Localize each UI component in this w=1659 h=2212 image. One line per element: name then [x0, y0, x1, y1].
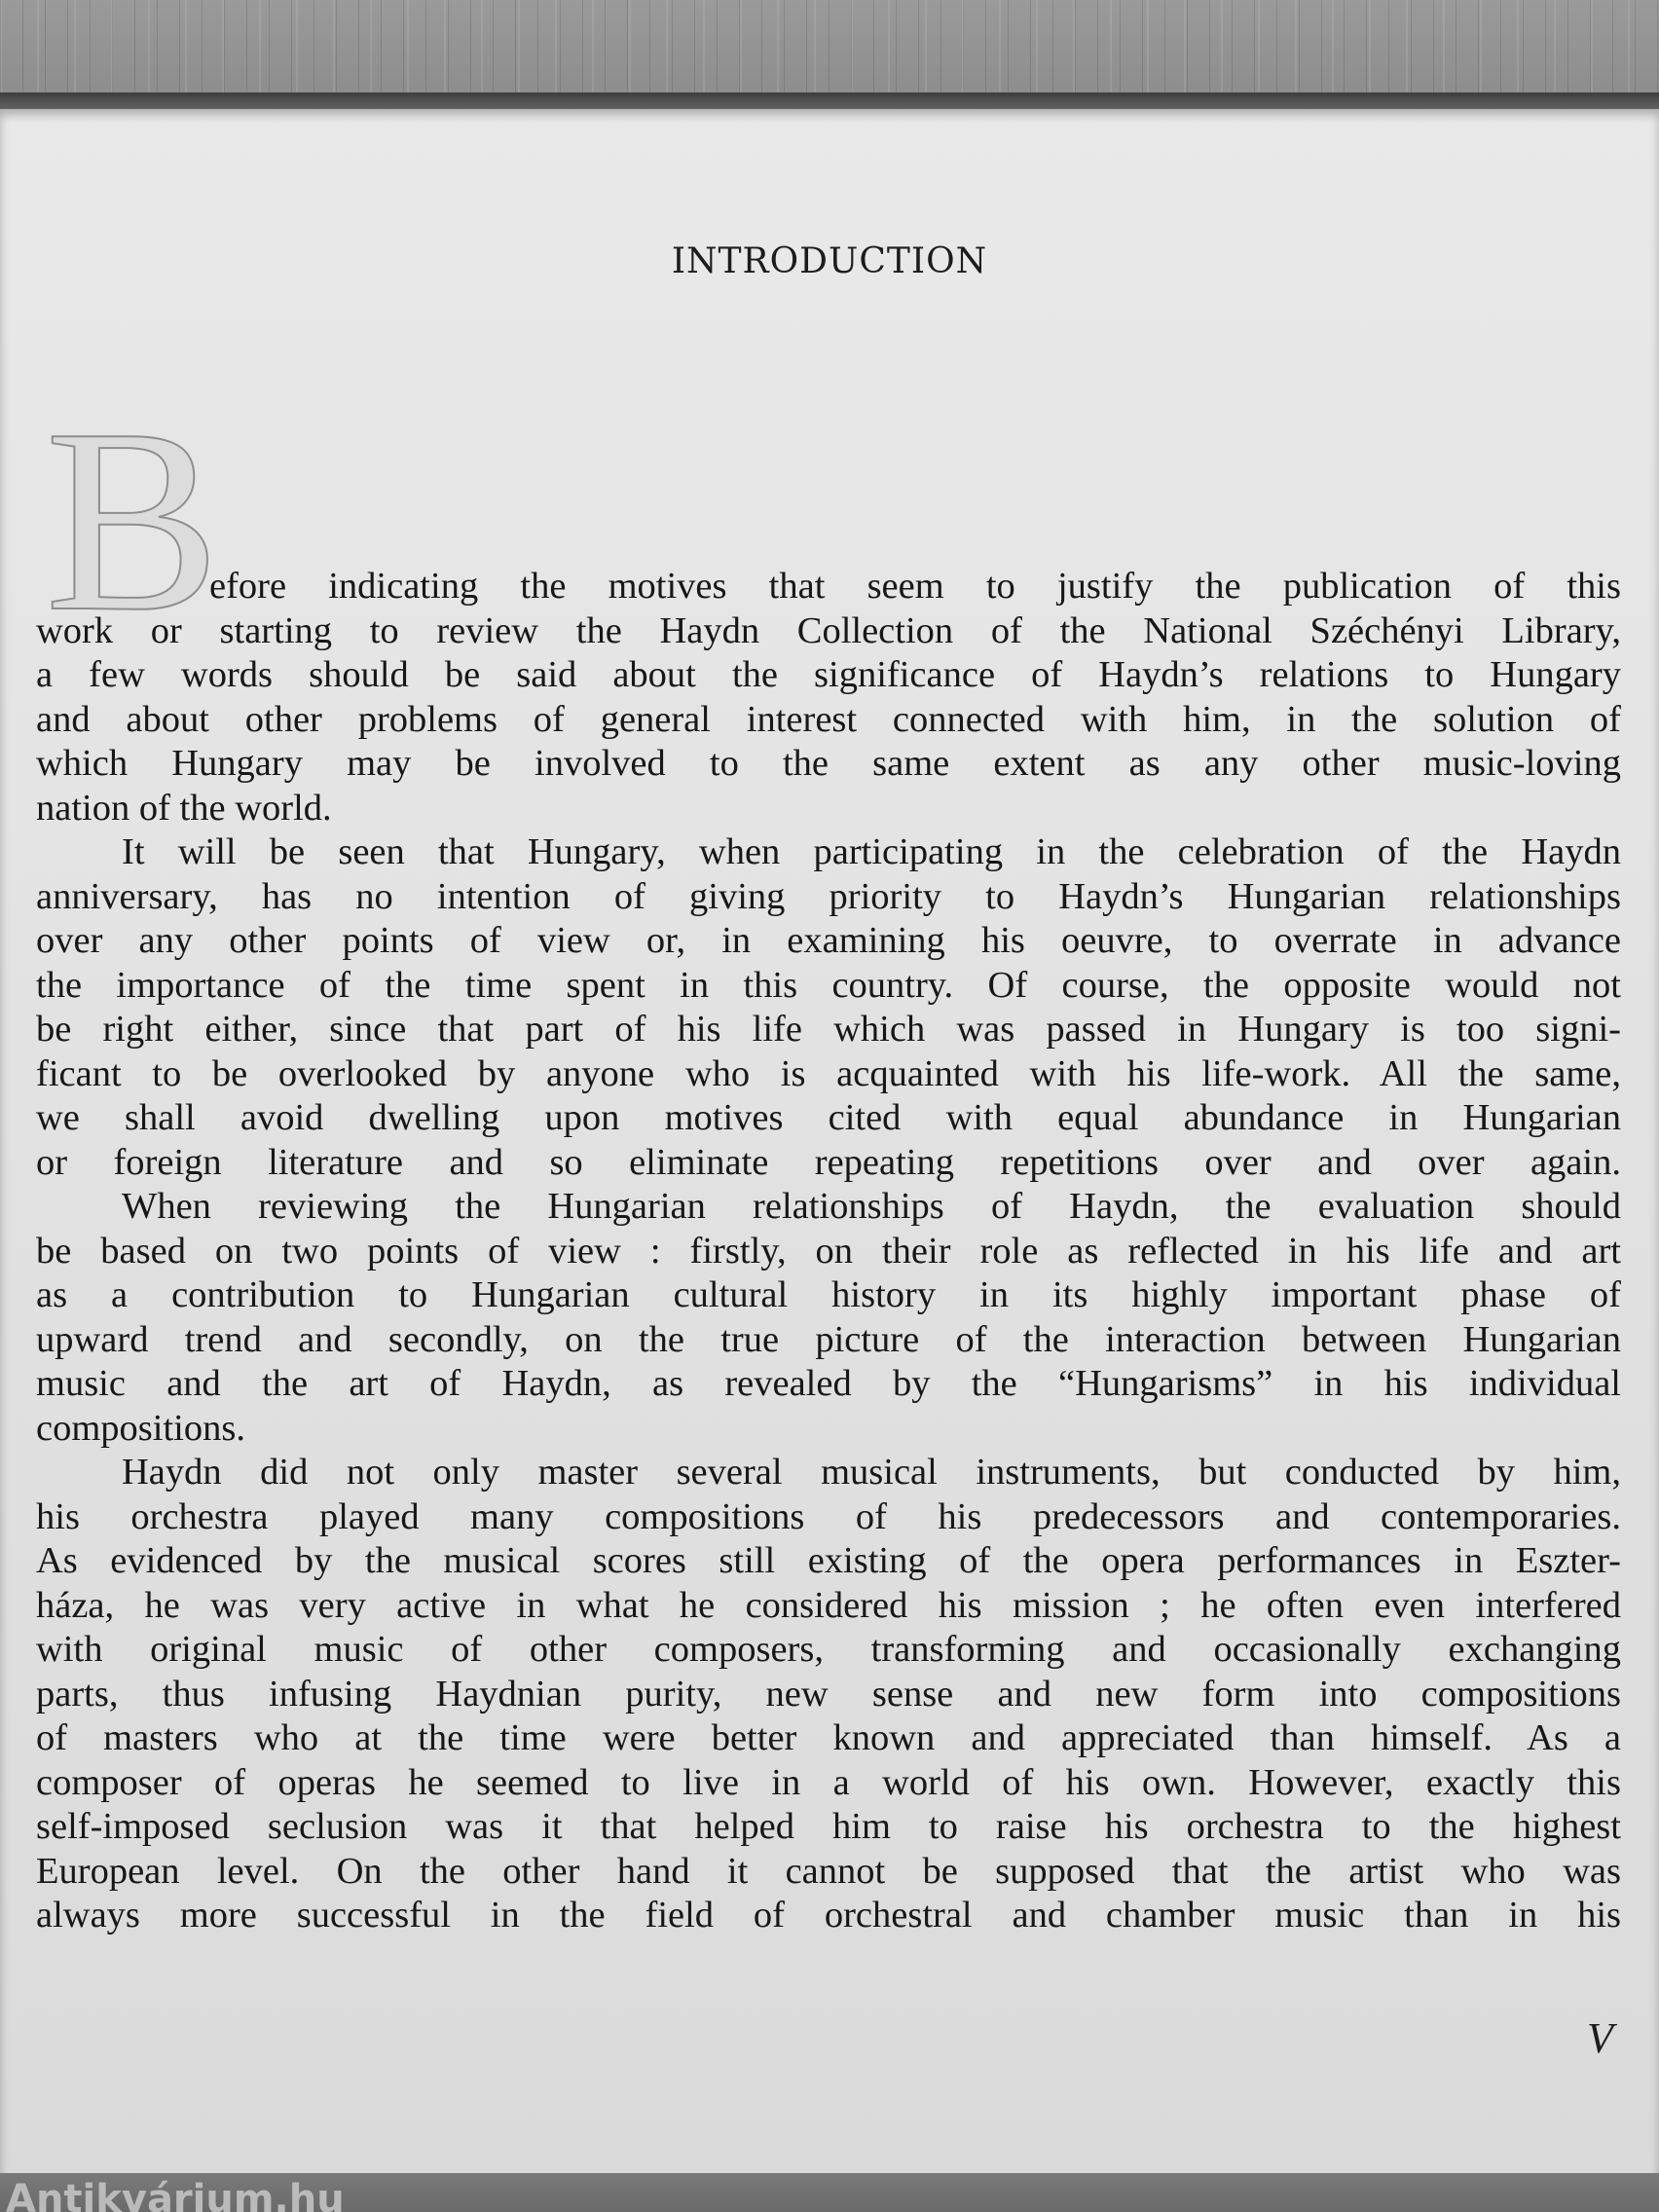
- text-line: of masters who at the time were better known and appreciated than himself. As a: [36, 1717, 1621, 1758]
- text-line: háza, he was very active in what he considered his mission ; he often even interfered: [36, 1584, 1621, 1626]
- text-line: which Hungary may be involved to the same extent as any other music-loving: [36, 743, 1621, 784]
- text-line: be right either, since that part of his life which was passed in Hungary is too signi-: [36, 1009, 1621, 1050]
- text-line: always more successful in the field of orchestral and chamber music than in his: [36, 1895, 1621, 1936]
- text-line: be based on two points of view : firstly, on their role as reflected in his life and art: [36, 1230, 1621, 1272]
- text-line: upward trend and secondly, on the true picture of the interaction between Hungarian: [36, 1318, 1621, 1360]
- text-line: self-imposed seclusion was it that helped him to raise his orchestra to the highest: [36, 1806, 1621, 1847]
- text-line: over any other points of view or, in examining his oeuvre, to overrate in advance: [36, 920, 1621, 961]
- text-line: a few words should be said about the significance of Haydn’s relations to Hungary: [36, 654, 1621, 695]
- text-line: compositions.: [36, 1407, 245, 1449]
- text-line: It will be seen that Hungary, when participating in the celebration of the Haydn: [122, 831, 1621, 872]
- text-line: anniversary, has no intention of giving priority to Haydn’s Hungarian relationships: [36, 875, 1621, 917]
- text-line: efore indicating the motives that seem to justify the publication of this: [209, 566, 1621, 607]
- text-line: as a contribution to Hungarian cultural history in its highly important phase of: [36, 1274, 1621, 1315]
- text-line: When reviewing the Hungarian relationships of Haydn, the evaluation should: [122, 1186, 1621, 1227]
- text-line: nation of the world.: [36, 787, 332, 829]
- text-line: with original music of other composers, transforming and occasionally exchanging: [36, 1629, 1621, 1670]
- text-line: parts, thus infusing Haydnian purity, new sense and new form into compositions: [36, 1673, 1621, 1714]
- page-number: V: [1587, 2014, 1613, 2062]
- text-line: and about other problems of general interest connected with him, in the solution of: [36, 698, 1621, 740]
- text-line: we shall avoid dwelling upon motives cited with equal abundance in Hungarian: [36, 1097, 1621, 1138]
- text-line: work or starting to review the Haydn Collection of the National Széchényi Library,: [36, 609, 1621, 651]
- text-line: or foreign literature and so eliminate repeating repetitions over and over again.: [36, 1141, 1621, 1183]
- watermark-text: Antikvárium.hu: [6, 2177, 345, 2212]
- text-line: his orchestra played many compositions of his predecessors and contemporaries.: [36, 1495, 1621, 1537]
- text-line: As evidenced by the musical scores still existing of the opera performances in Eszter-: [36, 1540, 1621, 1581]
- text-line: ficant to be overlooked by anyone who is acquainted with his life-work. All the same,: [36, 1052, 1621, 1094]
- page-title: INTRODUCTION: [671, 241, 988, 281]
- text-line: composer of operas he seemed to live in a world of his own. However, exactly this: [36, 1761, 1621, 1803]
- text-line: European level. On the other hand it cannot be supposed that the artist who was: [36, 1850, 1621, 1892]
- text-line: Haydn did not only master several musical instruments, but conducted by him,: [122, 1452, 1621, 1493]
- drop-cap: B: [45, 375, 221, 666]
- text-line: the importance of the time spent in this country. Of course, the opposite would not: [36, 964, 1621, 1006]
- body-text: [36, 565, 1621, 1938]
- text-line: music and the art of Haydn, as revealed by the “Hungarisms” in his individual: [36, 1363, 1621, 1404]
